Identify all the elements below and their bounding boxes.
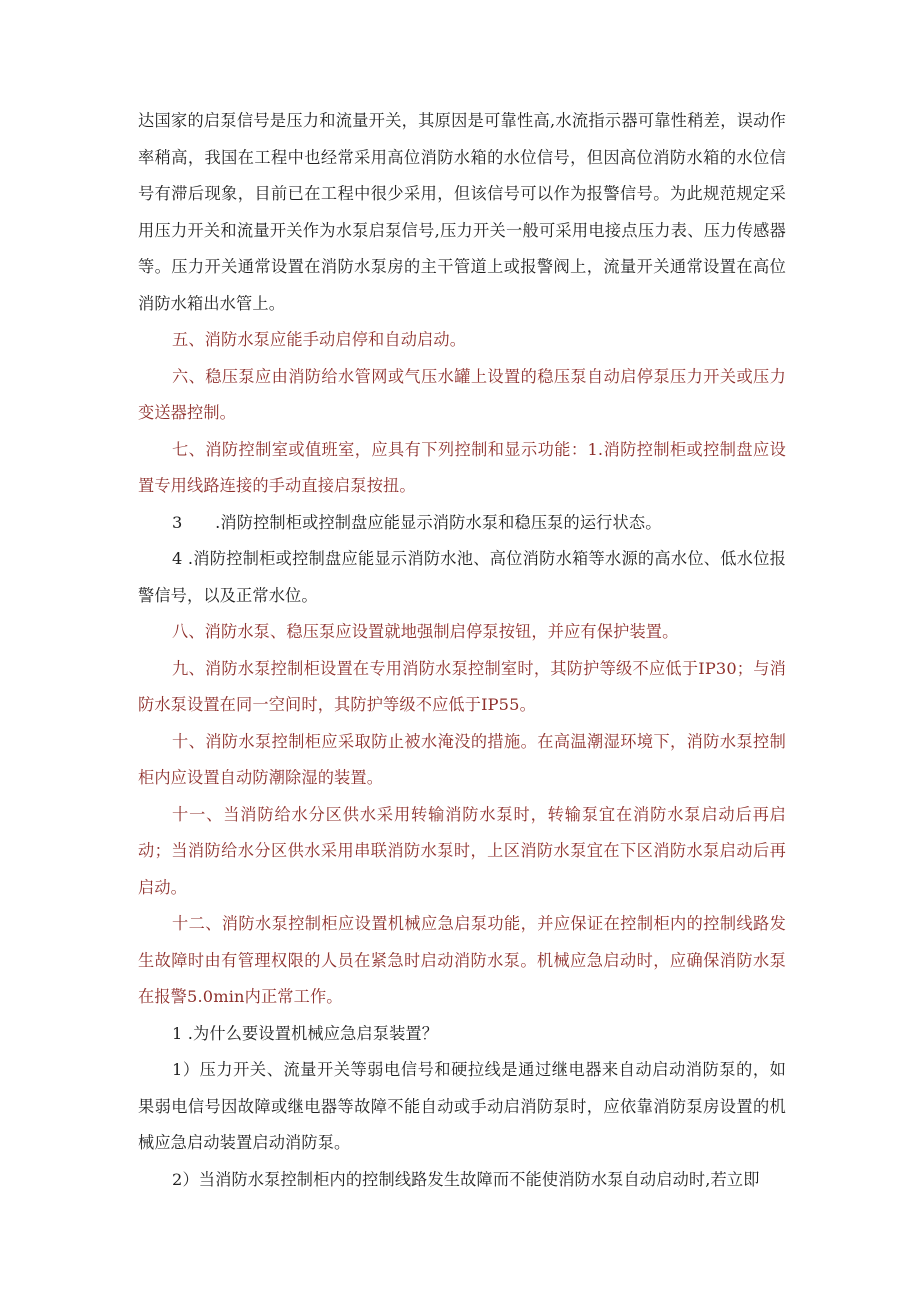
- question-heading: 1 .为什么要设置机械应急启泵装置？: [172, 1023, 439, 1043]
- clause-7-item-4: 4 .消防控制柜或控制盘应能显示消防水池、高位消防水箱等水源的高水位、低水位报警信号，以及正常水位。: [138, 549, 786, 605]
- clause-10: 十、消防水泵控制柜应采取防止被水淹没的措施。在高温潮湿环境下，消防水泵控制柜内应设置自动防潮除湿的装置。: [138, 731, 786, 787]
- clause-9: 九、消防水泵控制柜设置在专用消防水泵控制室时，其防护等级不应低于IP30；与消防水泵设置在同一空间时，其防护等级不应低于IP55。: [138, 658, 786, 714]
- answer-point-2: 2）当消防水泵控制柜内的控制线路发生故障而不能使消防水泵自动启动时,若立即: [172, 1169, 760, 1189]
- paragraph-continuation: 达国家的启泵信号是压力和流量开关，其原因是可靠性高,水流指示器可靠性稍差，误动作率稍高，我国在工程中也经常采用高位消防水箱的水位信号，但因高位消防水箱的水位信号有滞后现象，目前已在工程中很少采用，但该信号可以作为报警信号。为此规范规定采用压力开关和流量开关作为水泵启泵信号,压力开关一般可采用电接点压力表、压力传感器等。压力开关通常设置在消防水泵房的主干管道上或报警阀上，流量开关通常设置在高位消防水箱出水管上。: [138, 111, 786, 313]
- document-page: [138, 103, 786, 1198]
- clause-11: 十一、当消防给水分区供水采用转输消防水泵时，转输泵宜在消防水泵启动后再启动；当消防给水分区供水采用串联消防水泵时，上区消防水泵宜在下区消防水泵启动后再启动。: [138, 804, 786, 897]
- clause-7-item-3: 3 .消防控制柜或控制盘应能显示消防水泵和稳压泵的运行状态。: [172, 512, 662, 532]
- clause-12: 十二、消防水泵控制柜应设置机械应急启泵功能，并应保证在控制柜内的控制线路发生故障时由有管理权限的人员在紧急时启动消防水泵。机械应急启动时，应确保消防水泵在报警5.0min内正常工作。: [138, 914, 786, 1006]
- clause-6: 六、稳压泵应由消防给水管网或气压水罐上设置的稳压泵自动启停泵压力开关或压力变送器控制。: [138, 366, 786, 422]
- clause-5: 五、消防水泵应能手动启停和自动启动。: [172, 330, 467, 349]
- answer-point-1: 1）压力开关、流量开关等弱电信号和硬拉线是通过继电器来自动启动消防泵的，如果弱电信号因故障或继电器等故障不能自动或手动启消防泵时，应依靠消防泵房设置的机械应急启动装置启动消防泵。: [138, 1060, 786, 1152]
- clause-7: 七、消防控制室或值班室，应具有下列控制和显示功能：1.消防控制柜或控制盘应设置专用线路连接的手动直接启泵按扭。: [138, 439, 786, 495]
- clause-8: 八、消防水泵、稳压泵应设置就地强制启停泵按钮，并应有保护装置。: [172, 622, 679, 641]
